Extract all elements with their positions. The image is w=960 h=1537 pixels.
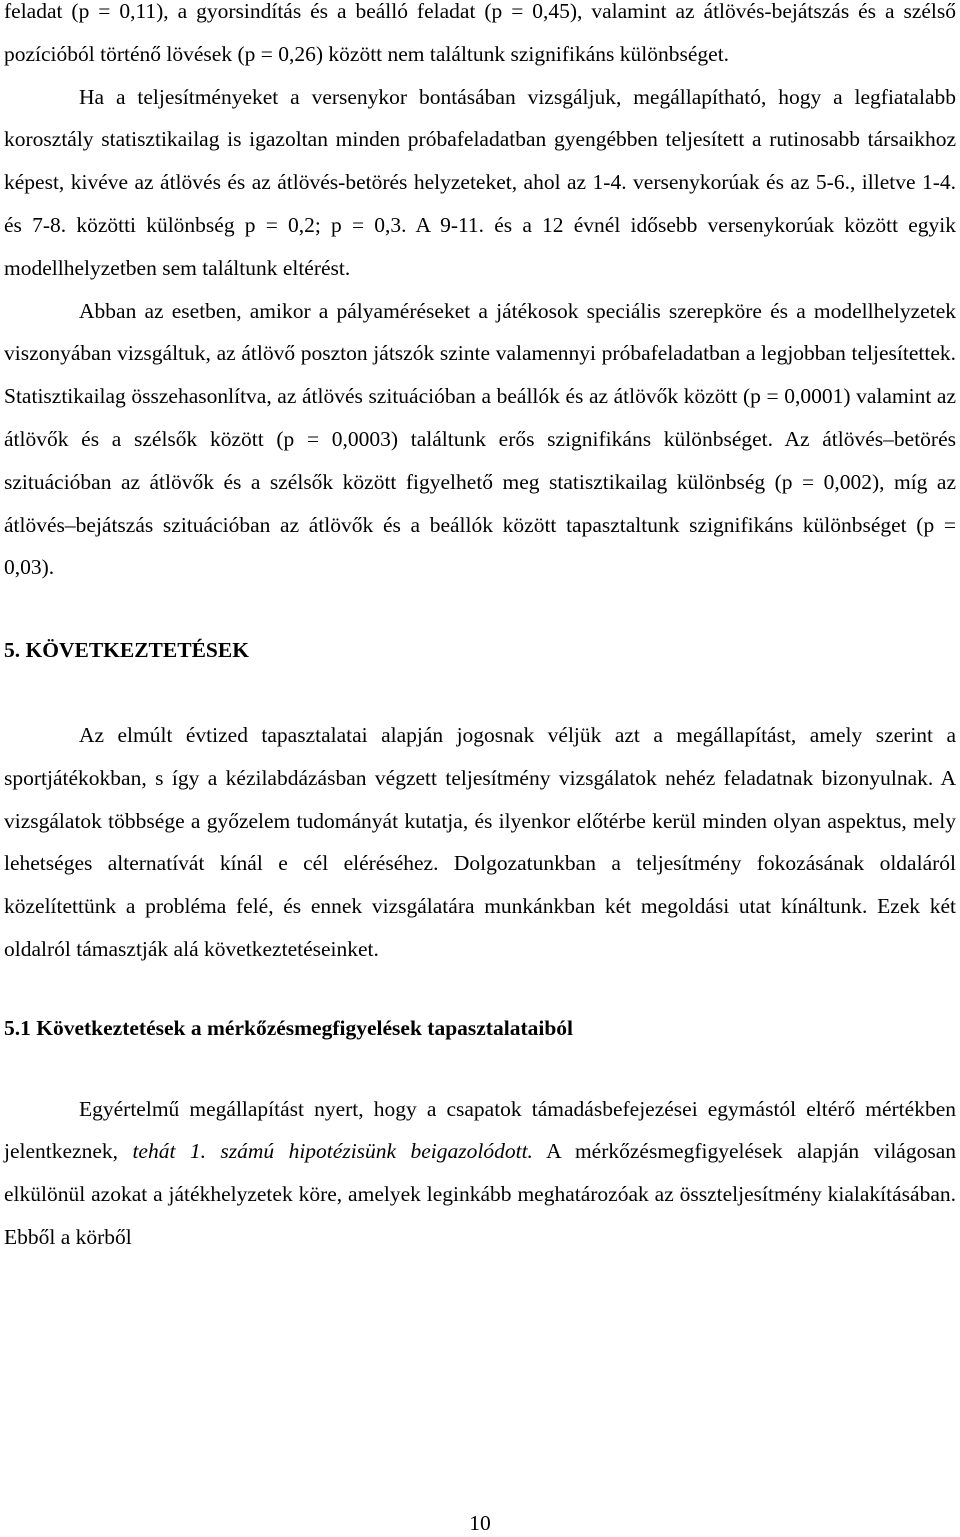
paragraph-hypothesis-end: A mérkőzésmegfigyelések alapján világosan elkülönül azokat a játékhelyzetek köre, amelyek leginkább meghatározóak az összteljesítmény kialakításában. Ebből a körből bbox=[4, 1139, 957, 1249]
paragraph-continuation: feladat (p = 0,11), a gyorsindítás és a beálló feladat (p = 0,45), valamint az átlövés-bejátszás és a szélső pozícióból történő lövések (p = 0,26) között nem találtunk szignifikáns különbséget. bbox=[4, 0, 956, 66]
paragraph-hypothesis-start: Egyértelmű megállapítást nyert, hogy a csapatok támadásbefejezései egymástól eltérő mértékben jelentkeznek, bbox=[4, 1096, 956, 1164]
paragraph-conclusions-intro: Az elmúlt évtized tapasztalatai alapján jogosnak véljük azt a megállapítást, amely szerint a sportjátékokban, s így a kézilabdázásban végzett teljesítmény vizsgálatok nehéz feladatnak bizonyulnak. A vizsgálatok többsége a győzelem tudományát kutatja, és ilyenkor előtérbe kerül minden olyan aspektus, mely lehetséges alternatívát kínál e cél eléréséhez. Dolgozatunkban a teljesítmény fokozásának oldaláról közelítettünk a probléma felé, és ennek vizsgálatára munkánkban két megoldási utat kínáltunk. Ezek két oldalról támasztják alá következtetéseinket. bbox=[4, 722, 956, 961]
paragraph-age-groups: Ha a teljesítményeket a versenykor bontásában vizsgáljuk, megállapítható, hogy a legfiatalabb korosztály statisztikailag is igazoltan minden próbafeladatban gyengébben teljesített a rutinosabb társaikhoz képest, kivéve az átlövés és az átlövés-betörés helyzeteket, ahol az 1-4. versenykorúak és az 5-6., illetve 1-4. és 7-8. közötti különbség p = 0,2; p = 0,3. A 9-11. és a 12 évnél idősebb versenykorúak között egyik modellhelyzetben sem találtunk eltérést. bbox=[4, 84, 956, 280]
paragraph-hypothesis bbox=[4, 1088, 956, 1259]
hypothesis-emphasis: tehát 1. számú hipotézisünk beigazolódott. bbox=[132, 1139, 533, 1164]
subsection-heading-match-observations: 5.1 Következtetések a mérkőzésmegfigyelések tapasztalataiból bbox=[4, 1015, 574, 1040]
spacer bbox=[4, 589, 956, 629]
spacer bbox=[4, 971, 956, 1007]
paragraph-positions: Abban az esetben, amikor a pályaméréseket a játékosok speciális szerepköre és a modellhelyzetek viszonyában vizsgáltuk, az átlövő poszton játszók szinte valamennyi próbafeladatban a legjobban teljesítettek. Statisztikailag összehasonlítva, az átlövés szituációban a beállók és az átlövők között (p = 0,0001) valamint az átlövők és a szélsők között (p = 0,0003) találtunk erős szignifikáns különbséget. Az átlövés–betörés szituációban az átlövők és a szélsők között figyelhető meg statisztikailag különbség (p = 0,002), míg az átlövés–bejátszás szituációban az átlövők és a beállók között tapasztaltunk szignifikáns különbséget (p = 0,03). bbox=[4, 298, 956, 580]
spacer bbox=[4, 1050, 956, 1088]
section-heading-conclusions: 5. KÖVETKEZTETÉSEK bbox=[4, 638, 249, 663]
spacer bbox=[4, 672, 956, 714]
page-number: 10 bbox=[469, 1511, 491, 1535]
page-content bbox=[4, 0, 956, 1259]
